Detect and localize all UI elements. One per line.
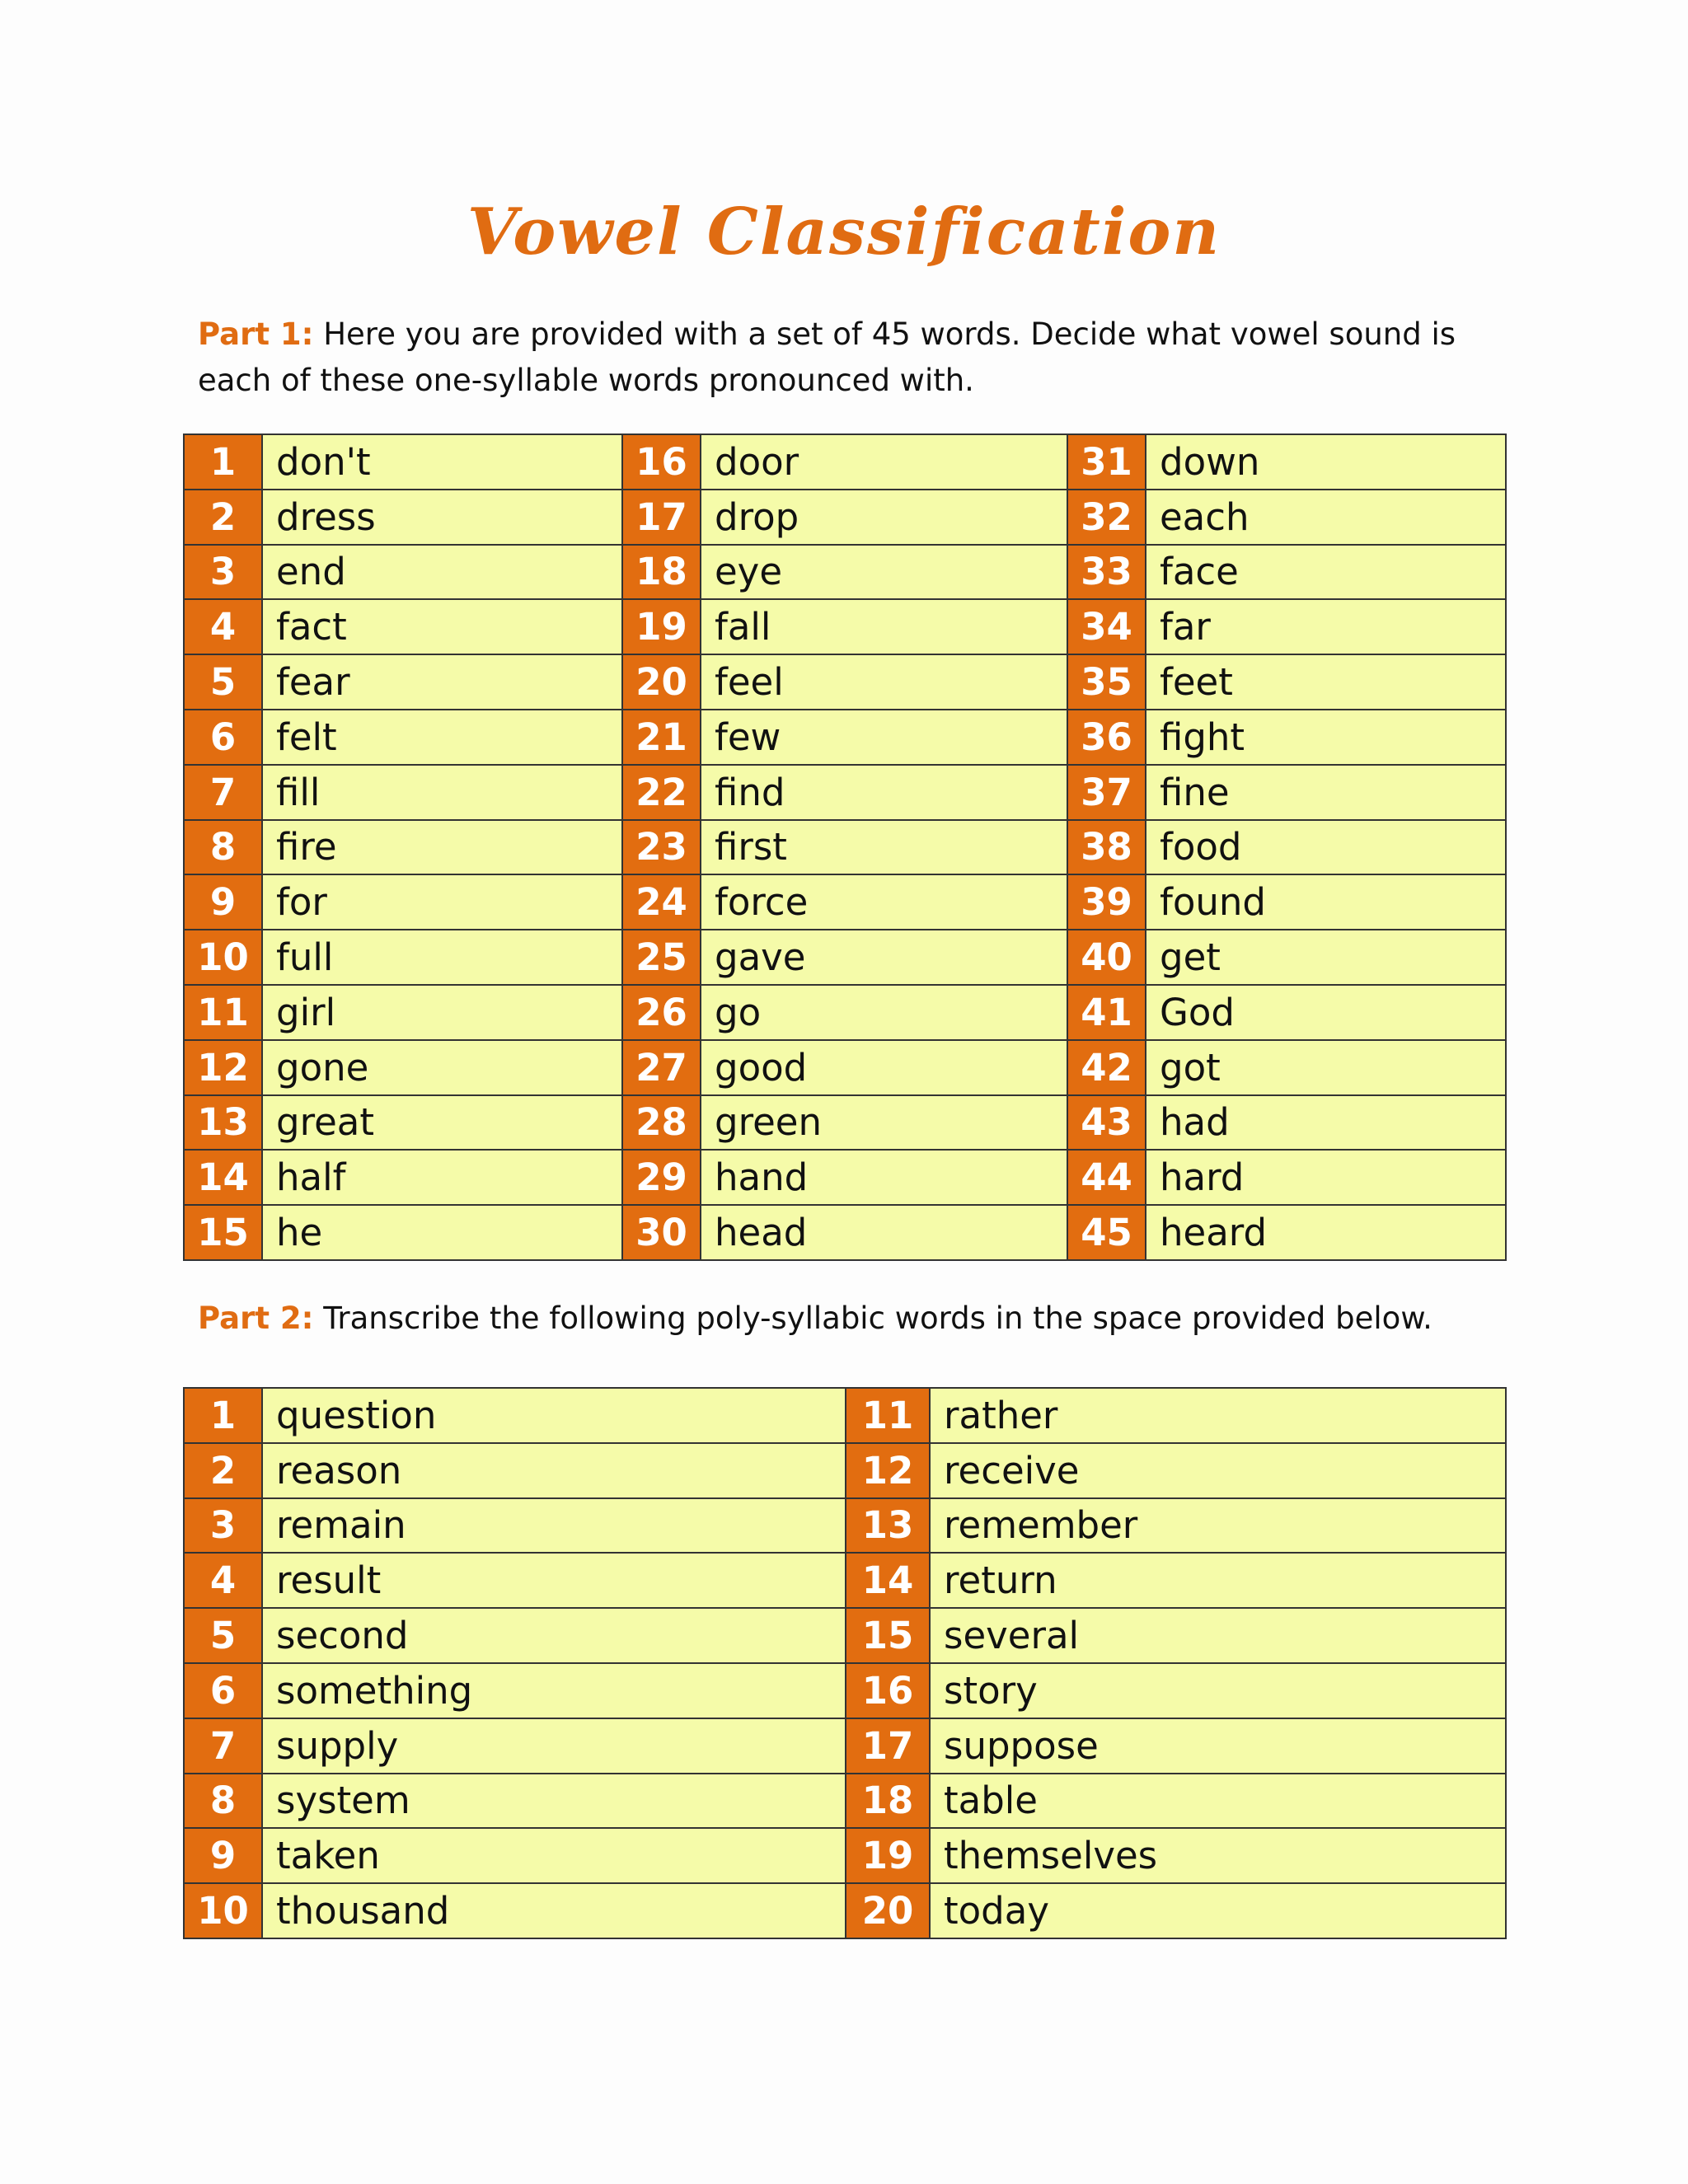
part2-label: Part 2:: [198, 1301, 314, 1336]
part1-item-number: 21: [622, 710, 701, 765]
part1-item-word: for: [262, 874, 622, 930]
part1-item-number: 11: [184, 985, 262, 1040]
part2-item-word: thousand: [262, 1883, 846, 1938]
part2-item-word: suppose: [930, 1718, 1506, 1774]
part1-item-word: get: [1146, 930, 1506, 985]
part1-item-word: fire: [262, 820, 622, 875]
part2-item-number: 4: [184, 1553, 262, 1608]
part2-item-number: 14: [846, 1553, 930, 1608]
part2-item-number: 18: [846, 1774, 930, 1829]
part1-item-number: 19: [622, 599, 701, 654]
table-row: [184, 1498, 1506, 1554]
part1-item-number: 28: [622, 1095, 701, 1151]
part2-item-number: 6: [184, 1663, 262, 1718]
part1-item-word: fill: [262, 765, 622, 820]
part1-item-word: half: [262, 1150, 622, 1205]
part1-item-number: 6: [184, 710, 262, 765]
part1-item-number: 12: [184, 1040, 262, 1095]
part1-item-word: feet: [1146, 654, 1506, 710]
part2-item-word: second: [262, 1608, 846, 1663]
table-row: [184, 1608, 1506, 1663]
table-row: [184, 1150, 1506, 1205]
part1-item-number: 26: [622, 985, 701, 1040]
table-row: [184, 1040, 1506, 1095]
part1-item-word: far: [1146, 599, 1506, 654]
part1-item-number: 35: [1067, 654, 1146, 710]
table-row: [184, 820, 1506, 875]
part1-item-word: hand: [701, 1150, 1067, 1205]
part1-item-word: first: [701, 820, 1067, 875]
table-row: [184, 874, 1506, 930]
part1-item-word: felt: [262, 710, 622, 765]
part2-word-table: [183, 1387, 1507, 1939]
part1-item-word: few: [701, 710, 1067, 765]
part1-item-word: fight: [1146, 710, 1506, 765]
part1-item-word: down: [1146, 434, 1506, 490]
part2-item-word: today: [930, 1883, 1506, 1938]
part1-item-number: 13: [184, 1095, 262, 1151]
part2-item-number: 1: [184, 1388, 262, 1443]
part2-item-number: 3: [184, 1498, 262, 1554]
part1-item-number: 14: [184, 1150, 262, 1205]
part1-item-number: 39: [1067, 874, 1146, 930]
part1-item-word: got: [1146, 1040, 1506, 1095]
part1-item-number: 29: [622, 1150, 701, 1205]
part1-item-word: found: [1146, 874, 1506, 930]
part1-item-number: 20: [622, 654, 701, 710]
part1-item-number: 24: [622, 874, 701, 930]
part1-item-number: 44: [1067, 1150, 1146, 1205]
part1-item-number: 1: [184, 434, 262, 490]
table-row: [184, 710, 1506, 765]
part1-item-word: fear: [262, 654, 622, 710]
part1-item-number: 4: [184, 599, 262, 654]
part2-item-word: question: [262, 1388, 846, 1443]
part1-item-number: 16: [622, 434, 701, 490]
part1-item-number: 37: [1067, 765, 1146, 820]
part1-item-word: face: [1146, 545, 1506, 600]
table-row: [184, 1828, 1506, 1883]
part1-item-number: 31: [1067, 434, 1146, 490]
table-row: [184, 434, 1506, 490]
part1-item-number: 23: [622, 820, 701, 875]
part1-item-number: 38: [1067, 820, 1146, 875]
table-row: [184, 1883, 1506, 1938]
part2-item-number: 13: [846, 1498, 930, 1554]
part1-item-word: go: [701, 985, 1067, 1040]
part2-item-word: something: [262, 1663, 846, 1718]
part2-item-word: supply: [262, 1718, 846, 1774]
part2-item-word: remain: [262, 1498, 846, 1554]
part1-item-word: good: [701, 1040, 1067, 1095]
table-row: [184, 654, 1506, 710]
part1-item-word: had: [1146, 1095, 1506, 1151]
part2-item-word: remember: [930, 1498, 1506, 1554]
part1-item-number: 17: [622, 490, 701, 545]
part1-item-number: 2: [184, 490, 262, 545]
part2-item-number: 10: [184, 1883, 262, 1938]
part1-item-number: 42: [1067, 1040, 1146, 1095]
part1-item-number: 22: [622, 765, 701, 820]
part1-item-number: 8: [184, 820, 262, 875]
part1-item-word: God: [1146, 985, 1506, 1040]
part1-item-number: 32: [1067, 490, 1146, 545]
part1-item-number: 7: [184, 765, 262, 820]
part1-item-number: 30: [622, 1205, 701, 1260]
page-title: Vowel Classification: [467, 194, 1221, 269]
part1-item-word: hard: [1146, 1150, 1506, 1205]
part1-item-word: green: [701, 1095, 1067, 1151]
part1-item-number: 43: [1067, 1095, 1146, 1151]
part1-item-word: door: [701, 434, 1067, 490]
part2-item-word: receive: [930, 1443, 1506, 1498]
part2-item-word: several: [930, 1608, 1506, 1663]
part1-item-number: 9: [184, 874, 262, 930]
part1-item-number: 45: [1067, 1205, 1146, 1260]
part2-text: Transcribe the following poly-syllabic words in the space provided below.: [313, 1301, 1432, 1336]
part1-item-word: he: [262, 1205, 622, 1260]
table-row: [184, 985, 1506, 1040]
part1-item-word: dress: [262, 490, 622, 545]
table-row: [184, 1205, 1506, 1260]
part2-item-number: 19: [846, 1828, 930, 1883]
part1-item-number: 25: [622, 930, 701, 985]
part2-item-word: story: [930, 1663, 1506, 1718]
part1-item-word: great: [262, 1095, 622, 1151]
part1-item-number: 41: [1067, 985, 1146, 1040]
table-row: [184, 1718, 1506, 1774]
part1-item-word: eye: [701, 545, 1067, 600]
part1-item-number: 10: [184, 930, 262, 985]
part1-item-word: find: [701, 765, 1067, 820]
part1-item-number: 15: [184, 1205, 262, 1260]
table-row: [184, 1388, 1506, 1443]
part2-item-number: 11: [846, 1388, 930, 1443]
part1-item-word: drop: [701, 490, 1067, 545]
part1-item-word: gone: [262, 1040, 622, 1095]
part1-item-number: 3: [184, 545, 262, 600]
part2-item-number: 12: [846, 1443, 930, 1498]
part1-item-word: full: [262, 930, 622, 985]
part2-item-word: result: [262, 1553, 846, 1608]
part1-item-number: 33: [1067, 545, 1146, 600]
table-row: [184, 1095, 1506, 1151]
table-row: [184, 1774, 1506, 1829]
part2-item-number: 7: [184, 1718, 262, 1774]
part1-item-word: gave: [701, 930, 1067, 985]
part1-item-number: 36: [1067, 710, 1146, 765]
part1-item-word: food: [1146, 820, 1506, 875]
table-row: [184, 545, 1506, 600]
part1-label: Part 1:: [198, 316, 314, 352]
part1-item-word: don't: [262, 434, 622, 490]
part2-instructions: [198, 1296, 1517, 1342]
part1-item-word: head: [701, 1205, 1067, 1260]
table-row: [184, 1553, 1506, 1608]
part2-item-number: 15: [846, 1608, 930, 1663]
part2-item-word: taken: [262, 1828, 846, 1883]
part2-item-word: reason: [262, 1443, 846, 1498]
part1-item-word: fine: [1146, 765, 1506, 820]
part1-item-number: 40: [1067, 930, 1146, 985]
table-row: [184, 490, 1506, 545]
part1-item-word: fact: [262, 599, 622, 654]
part1-item-word: each: [1146, 490, 1506, 545]
part2-item-word: return: [930, 1553, 1506, 1608]
part1-item-word: girl: [262, 985, 622, 1040]
part1-instructions: [198, 312, 1517, 404]
part2-item-number: 16: [846, 1663, 930, 1718]
part2-item-word: rather: [930, 1388, 1506, 1443]
part2-item-number: 8: [184, 1774, 262, 1829]
part1-text: Here you are provided with a set of 45 words. Decide what vowel sound is each of these one-syllable words pronounced with.: [198, 316, 1456, 398]
part1-item-number: 18: [622, 545, 701, 600]
part2-item-number: 5: [184, 1608, 262, 1663]
part1-item-word: fall: [701, 599, 1067, 654]
part1-item-number: 34: [1067, 599, 1146, 654]
part2-item-word: themselves: [930, 1828, 1506, 1883]
part1-item-number: 27: [622, 1040, 701, 1095]
part1-item-number: 5: [184, 654, 262, 710]
part1-item-word: heard: [1146, 1205, 1506, 1260]
table-row: [184, 1663, 1506, 1718]
table-row: [184, 765, 1506, 820]
table-row: [184, 930, 1506, 985]
part1-item-word: force: [701, 874, 1067, 930]
table-row: [184, 1443, 1506, 1498]
part2-item-number: 9: [184, 1828, 262, 1883]
part2-item-number: 2: [184, 1443, 262, 1498]
part2-item-word: system: [262, 1774, 846, 1829]
part1-word-table: [183, 434, 1507, 1261]
part1-item-word: end: [262, 545, 622, 600]
table-row: [184, 599, 1506, 654]
part2-item-number: 20: [846, 1883, 930, 1938]
part2-item-word: table: [930, 1774, 1506, 1829]
part2-item-number: 17: [846, 1718, 930, 1774]
part1-item-word: feel: [701, 654, 1067, 710]
